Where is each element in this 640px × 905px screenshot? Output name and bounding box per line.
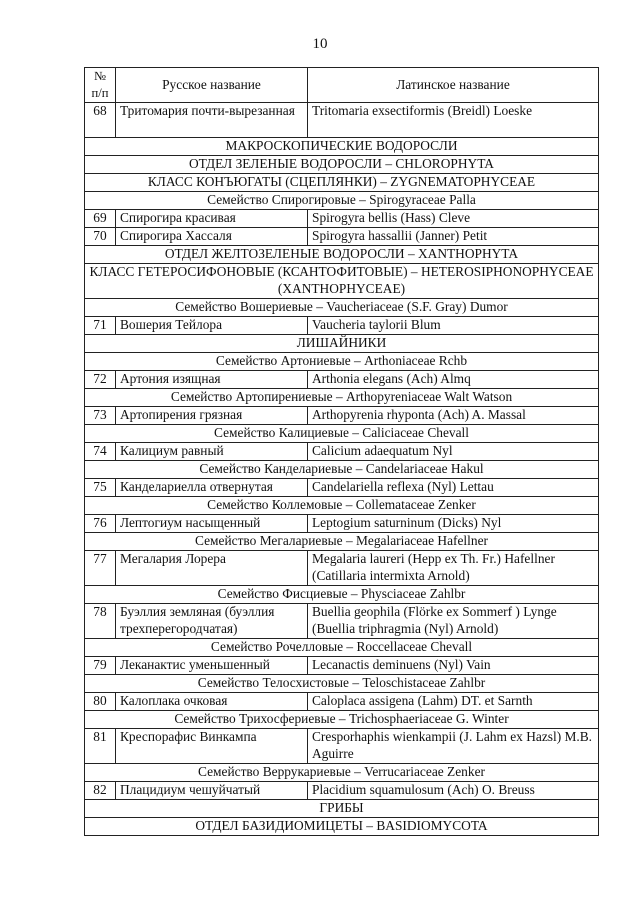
section-row — [85, 389, 599, 407]
section-title: КЛАСС КОНЪЮГАТЫ (СЦЕПЛЯНКИ) – ZYGNEMATOPHYCEAE — [85, 174, 599, 192]
russian-name: Леканактис уменьшенный — [116, 657, 308, 675]
species-number: 74 — [85, 443, 116, 461]
species-table — [84, 67, 599, 836]
latin-name: Tritomaria exsectiformis (Breidl) Loeske — [308, 103, 599, 138]
section-row — [85, 675, 599, 693]
latin-name: Arthopyrenia rhyponta (Ach) A. Massal — [308, 407, 599, 425]
section-row — [85, 425, 599, 443]
section-row — [85, 299, 599, 317]
species-number: 68 — [85, 103, 116, 138]
table-body — [85, 103, 599, 836]
latin-name: Megalaria laureri (Hepp ex Th. Fr.) Hafellner (Catillaria intermixta Arnold) — [308, 551, 599, 586]
species-row — [85, 407, 599, 425]
russian-name: Калоплака очковая — [116, 693, 308, 711]
species-number: 78 — [85, 604, 116, 639]
section-title: ЛИШАЙНИКИ — [85, 335, 599, 353]
species-row — [85, 515, 599, 533]
species-row — [85, 479, 599, 497]
section-row — [85, 497, 599, 515]
latin-name: Spirogyra hassallii (Janner) Petit — [308, 228, 599, 246]
species-row — [85, 103, 599, 138]
species-row — [85, 317, 599, 335]
section-row — [85, 461, 599, 479]
section-title: ОТДЕЛ ЗЕЛЕНЫЕ ВОДОРОСЛИ – CHLOROPHYTA — [85, 156, 599, 174]
russian-name: Калициум равный — [116, 443, 308, 461]
latin-name: Spirogyra bellis (Hass) Cleve — [308, 210, 599, 228]
section-row — [85, 264, 599, 299]
section-row — [85, 335, 599, 353]
section-title: Семейство Спирогировые – Spirogyraceae Palla — [85, 192, 599, 210]
species-number: 76 — [85, 515, 116, 533]
species-number: 77 — [85, 551, 116, 586]
latin-name: Placidium squamulosum (Ach) O. Breuss — [308, 782, 599, 800]
section-title: Семейство Артопирениевые – Arthopyreniaceae Walt Watson — [85, 389, 599, 407]
header-russian-name: Русское название — [116, 68, 308, 103]
species-number: 72 — [85, 371, 116, 389]
species-number: 80 — [85, 693, 116, 711]
section-title: Семейство Мегалариевые – Megalariaceae Hafellner — [85, 533, 599, 551]
russian-name: Тритомария почти-вырезанная — [116, 103, 308, 138]
species-row — [85, 693, 599, 711]
section-row — [85, 174, 599, 192]
species-number: 69 — [85, 210, 116, 228]
species-row — [85, 782, 599, 800]
section-row — [85, 192, 599, 210]
species-number: 73 — [85, 407, 116, 425]
section-title: Семейство Калициевые – Caliciaceae Chevall — [85, 425, 599, 443]
section-row — [85, 711, 599, 729]
section-title: КЛАСС ГЕТЕРОСИФОНОВЫЕ (КСАНТОФИТОВЫЕ) – HETEROSIPHONOPHYCEAE (XANTHOPHYCEAE) — [85, 264, 599, 299]
section-row — [85, 246, 599, 264]
species-row — [85, 551, 599, 586]
species-number: 82 — [85, 782, 116, 800]
section-title: ГРИБЫ — [85, 800, 599, 818]
species-number: 75 — [85, 479, 116, 497]
latin-name: Lecanactis deminuens (Nyl) Vain — [308, 657, 599, 675]
section-row — [85, 639, 599, 657]
species-row — [85, 729, 599, 764]
section-title: Семейство Канделариевые – Candelariaceae Hakul — [85, 461, 599, 479]
section-row — [85, 138, 599, 156]
section-title: Семейство Рочелловые – Roccellaceae Chevall — [85, 639, 599, 657]
section-row — [85, 353, 599, 371]
section-title: Семейство Телосхистовые – Teloschistaceae Zahlbr — [85, 675, 599, 693]
latin-name: Leptogium saturninum (Dicks) Nyl — [308, 515, 599, 533]
latin-name: Candelariella reflexa (Nyl) Lettau — [308, 479, 599, 497]
species-row — [85, 443, 599, 461]
species-number: 70 — [85, 228, 116, 246]
section-title: ОТДЕЛ БАЗИДИОМИЦЕТЫ – BASIDIOMYCOTA — [85, 818, 599, 836]
section-row — [85, 764, 599, 782]
russian-name: Мегалария Лорера — [116, 551, 308, 586]
russian-name: Вошерия Тейлора — [116, 317, 308, 335]
section-title: Семейство Вошериевые – Vaucheriaceae (S.F. Gray) Dumor — [85, 299, 599, 317]
species-row — [85, 657, 599, 675]
section-title: Семейство Фисциевые – Physciaceae Zahlbr — [85, 586, 599, 604]
section-title: ОТДЕЛ ЖЕЛТОЗЕЛЕНЫЕ ВОДОРОСЛИ – XANTHOPHYTA — [85, 246, 599, 264]
section-title: Семейство Артониевые – Arthoniaceae Rchb — [85, 353, 599, 371]
russian-name: Артония изящная — [116, 371, 308, 389]
latin-name: Arthonia elegans (Ach) Almq — [308, 371, 599, 389]
russian-name: Артопирения грязная — [116, 407, 308, 425]
section-title: Семейство Коллемовые – Collemataceae Zenker — [85, 497, 599, 515]
russian-name: Лептогиум насыщенный — [116, 515, 308, 533]
section-row — [85, 586, 599, 604]
species-number: 81 — [85, 729, 116, 764]
russian-name: Спирогира Хассаля — [116, 228, 308, 246]
species-row — [85, 604, 599, 639]
species-row — [85, 210, 599, 228]
table-header-row — [85, 68, 599, 103]
species-number: 71 — [85, 317, 116, 335]
latin-name: Calicium adaequatum Nyl — [308, 443, 599, 461]
latin-name: Vaucheria taylorii Blum — [308, 317, 599, 335]
russian-name: Канделариелла отвернутая — [116, 479, 308, 497]
russian-name: Плацидиум чешуйчатый — [116, 782, 308, 800]
species-row — [85, 228, 599, 246]
header-number: № п/п — [85, 68, 116, 103]
section-title: Семейство Веррукариевые – Verrucariaceae Zenker — [85, 764, 599, 782]
section-title: Семейство Трихосфериевые – Trichosphaeriaceae G. Winter — [85, 711, 599, 729]
latin-name: Buellia geophila (Flörke ex Sommerf ) Lynge (Buellia triphragmia (Nyl) Arnold) — [308, 604, 599, 639]
russian-name: Буэллия земляная (буэллия трехперегородчатая) — [116, 604, 308, 639]
russian-name: Спирогира красивая — [116, 210, 308, 228]
section-row — [85, 156, 599, 174]
species-row — [85, 371, 599, 389]
latin-name: Caloplaca assigena (Lahm) DT. et Sarnth — [308, 693, 599, 711]
latin-name: Cresporhaphis wienkampii (J. Lahm ex Hazsl) M.B. Aguirre — [308, 729, 599, 764]
russian-name: Креспорафис Винкампа — [116, 729, 308, 764]
header-latin-name: Латинское название — [308, 68, 599, 103]
section-title: МАКРОСКОПИЧЕСКИЕ ВОДОРОСЛИ — [85, 138, 599, 156]
page-number: 10 — [312, 36, 328, 52]
section-row — [85, 800, 599, 818]
section-row — [85, 533, 599, 551]
section-row — [85, 818, 599, 836]
species-number: 79 — [85, 657, 116, 675]
